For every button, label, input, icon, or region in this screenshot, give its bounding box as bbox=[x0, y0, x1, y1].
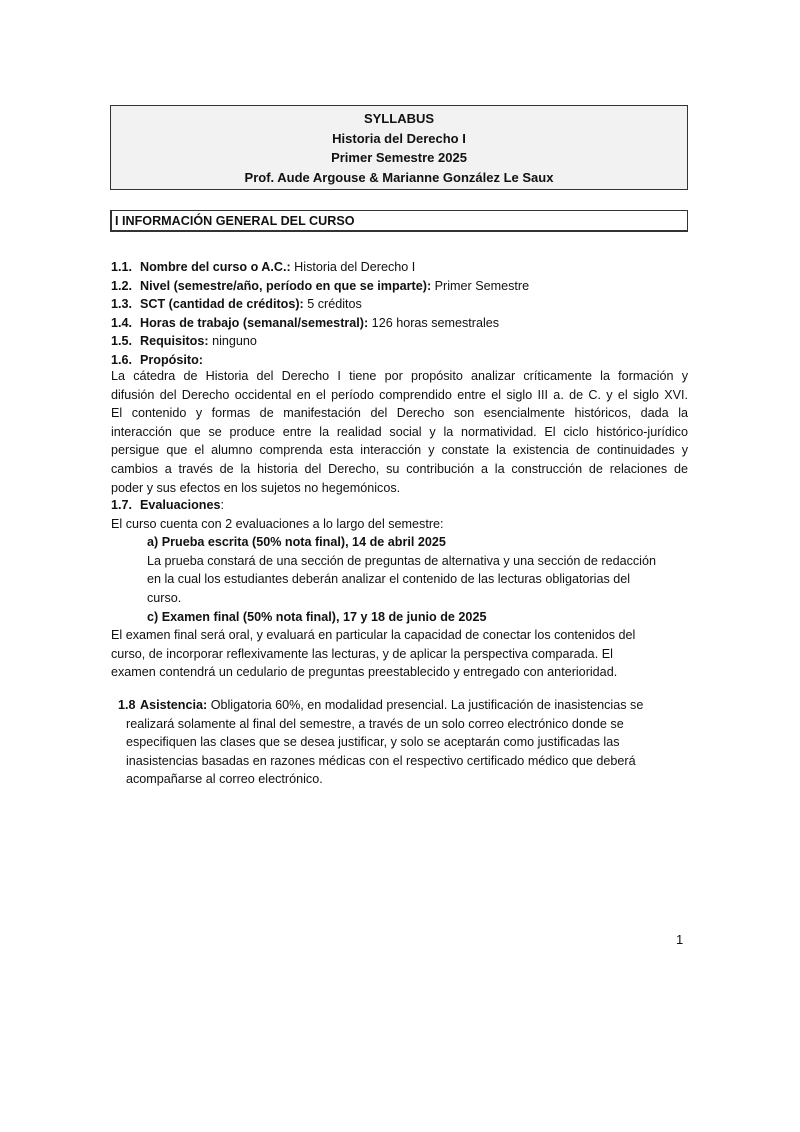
item-label: Nombre del curso o A.C.: bbox=[140, 260, 291, 274]
course-name: Historia del Derecho I bbox=[332, 130, 466, 146]
item-number: 1.4. bbox=[111, 315, 133, 330]
text-line: persigue que el alumno comprenda esta interacción y constate la existencia de continuidades y bbox=[111, 443, 688, 458]
syllabus-header-box bbox=[110, 105, 688, 190]
item-label: SCT (cantidad de créditos): bbox=[140, 297, 304, 312]
text-line: acompañarse al correo electrónico. bbox=[126, 772, 323, 787]
info-item bbox=[111, 295, 529, 314]
item-value: Primer Semestre bbox=[431, 278, 530, 293]
item-label: Horas de trabajo (semanal/semestral): bbox=[140, 315, 369, 330]
text-line: El contenido y formas de manifestación del Derecho son esencialmente históricos, dada la bbox=[111, 406, 688, 421]
text-line: realizará solamente al final del semestre, a través de un solo correo electrónico donde se bbox=[126, 716, 624, 731]
attendance-text bbox=[118, 715, 643, 789]
text-line: curso, de incorporar reflexivamente las lecturas, y de aplicar la perspectiva comparada. El bbox=[111, 646, 613, 661]
text-line: examen contendrá un cedulario de preguntas preestablecido y entregado con anterioridad. bbox=[111, 665, 618, 680]
text-line: interacción que se produce entre la realidad social y la normatividad. El ciclo histórico-jurídico bbox=[111, 424, 688, 439]
info-item bbox=[111, 258, 529, 277]
professors: Prof. Aude Argouse & Marianne González Le Saux bbox=[244, 169, 554, 185]
semester: Primer Semestre 2025 bbox=[331, 150, 467, 165]
item-label: Nivel (semestre/año, período en que se imparte): bbox=[140, 278, 432, 293]
evaluation-a-description bbox=[111, 552, 656, 608]
item-value: 126 horas semestrales bbox=[368, 315, 500, 330]
info-item bbox=[111, 314, 529, 333]
item-number: 1.2. bbox=[111, 278, 133, 293]
text-line: curso. bbox=[147, 590, 182, 605]
evaluations-section: 1.7. Evaluaciones: El curso cuenta con 2 evaluaciones a lo largo del semestre: a) Prueba escrita (50% nota final), 14 de abril 2025 La prueba constará de una sección de preguntas de alternativa y una sección de redacción en la cual los estudiantes deberán analizar el contenido de las lecturas obligatorias del curso. c) Examen final (50% nota final), 17 y 18 de junio de 2025 El examen final será oral, y evaluará en particular la capacidad de conectar los contenidos del curso, de incorporar reflexivamente las lecturas, y de aplicar la perspectiva comparada. El examen contendrá un cedulario de preguntas preestablecido y entregado con anterioridad. bbox=[111, 496, 656, 682]
info-item bbox=[111, 332, 529, 351]
page-number: 1 bbox=[676, 932, 684, 947]
text-line: especifiquen las clases que se desea justificar, y solo se aceptarán como justificadas las bbox=[126, 735, 620, 750]
item-label: Requisitos: bbox=[140, 334, 209, 349]
section-heading: I INFORMACIÓN GENERAL DEL CURSO bbox=[110, 210, 688, 232]
text-line: La prueba constará de una sección de preguntas de alternativa y una sección de redacción bbox=[147, 553, 656, 568]
evaluation-c-description bbox=[111, 626, 656, 682]
item-value: 5 créditos bbox=[303, 297, 362, 312]
info-item bbox=[111, 277, 529, 296]
item-number: 1.3. bbox=[111, 297, 133, 312]
text-line: El examen final será oral, y evaluará en particular la capacidad de conectar los contenidos del bbox=[111, 628, 636, 643]
evaluation-c-title: c) Examen final (50% nota final), 17 y 18 de junio de 2025 bbox=[147, 609, 487, 624]
text-line: en la cual los estudiantes deberán analizar el contenido de las lecturas obligatorias del bbox=[147, 572, 631, 587]
text-line: inasistencias basadas en razones médicas con el respectivo certificado médico que deberá bbox=[126, 753, 636, 768]
text-line: difusión del Derecho occidental en el período comprendido entre el siglo III a. de C. y el siglo XVI. bbox=[111, 387, 688, 402]
item-value: Historia del Derecho I bbox=[290, 260, 416, 274]
attendance-label: Asistencia: bbox=[140, 698, 208, 712]
item-number: 1.1. bbox=[111, 260, 133, 274]
purpose-paragraph bbox=[111, 367, 688, 497]
text-line: cambios a través de la historia del Derecho, su contribución a la construcción de relaciones de bbox=[111, 461, 688, 476]
evaluation-a-title: a) Prueba escrita (50% nota final), 14 de abril 2025 bbox=[147, 535, 446, 550]
info-list bbox=[111, 258, 529, 370]
attendance-section: 1.8 Asistencia: Obligatoria 60%, en modalidad presencial. La justificación de inasistencias se realizará solamente al final del semestre, a través de un solo correo electrónico donde se especifiquen las clases que se desea justificar, y solo se aceptarán como justificadas las inasistencias basadas en razones médicas con el respectivo certificado médico que deberá acompañarse al correo electrónico. bbox=[118, 696, 643, 789]
text-line: La cátedra de Historia del Derecho I tiene por propósito analizar críticamente la formación y bbox=[111, 369, 688, 383]
evaluations-intro: El curso cuenta con 2 evaluaciones a lo largo del semestre: bbox=[111, 516, 444, 531]
item-value: ninguno bbox=[208, 334, 257, 349]
item-label: Propósito: bbox=[140, 352, 203, 367]
syllabus-title: SYLLABUS bbox=[363, 111, 435, 126]
item-number: 1.6. bbox=[111, 352, 133, 367]
text-line: poder y sus efectos en los sujetos no hegemónicos. bbox=[111, 480, 401, 495]
item-number: 1.5. bbox=[111, 334, 133, 349]
evaluations-label: Evaluaciones bbox=[140, 498, 221, 512]
